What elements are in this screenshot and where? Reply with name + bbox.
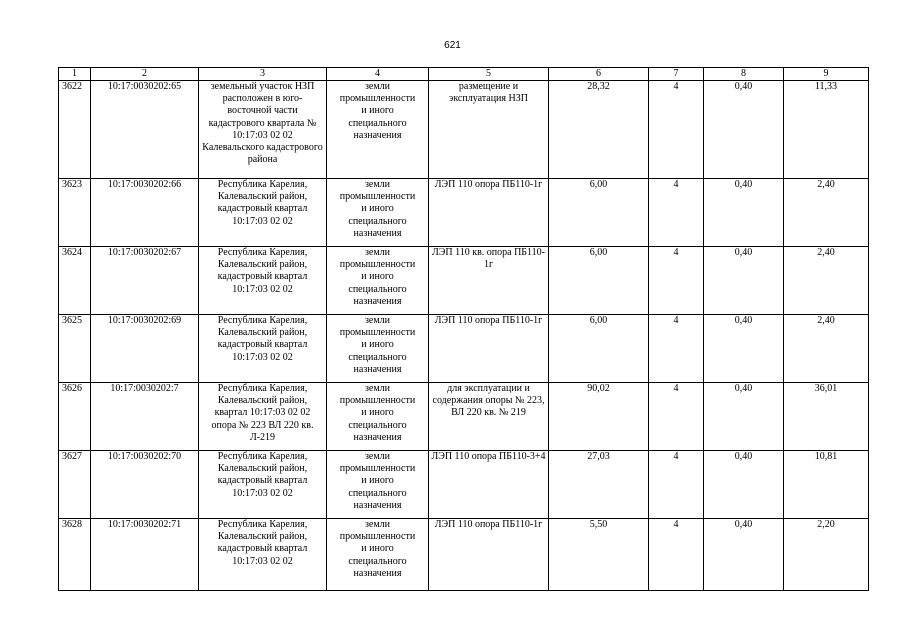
col7-value: 4 xyxy=(649,81,704,179)
location: земельный участок НЗП расположен в юго-восточной части кадастрового квартала № 10:17:03 02 02 Калевальского кадастрового района xyxy=(199,81,327,179)
permitted-use: для эксплуатации и содержания опоры № 223, ВЛ 220 кв. № 219 xyxy=(429,383,549,451)
col9-value: 2,40 xyxy=(784,247,869,315)
cadastral-number: 10:17:0030202:67 xyxy=(91,247,199,315)
col8-value: 0,40 xyxy=(704,247,784,315)
permitted-use: ЛЭП 110 опора ПБ110-3+4 xyxy=(429,451,549,519)
header-row xyxy=(59,68,869,81)
area: 90,02 xyxy=(549,383,649,451)
permitted-use: ЛЭП 110 опора ПБ110-1г xyxy=(429,179,549,247)
area: 6,00 xyxy=(549,247,649,315)
col9-value: 2,40 xyxy=(784,179,869,247)
col8-value: 0,40 xyxy=(704,179,784,247)
col8-value: 0,40 xyxy=(704,451,784,519)
table-row xyxy=(59,451,869,519)
permitted-use: ЛЭП 110 опора ПБ110-1г xyxy=(429,519,549,591)
col7-value: 4 xyxy=(649,451,704,519)
area: 5,50 xyxy=(549,519,649,591)
row-number: 3624 xyxy=(59,247,91,315)
area: 28,32 xyxy=(549,81,649,179)
table-row xyxy=(59,519,869,591)
cadastral-number: 10:17:0030202:69 xyxy=(91,315,199,383)
row-number: 3628 xyxy=(59,519,91,591)
location: Республика Карелия, Калевальский район, кадастровый квартал 10:17:03 02 02 xyxy=(199,451,327,519)
header-cell: 8 xyxy=(704,68,784,81)
area: 27,03 xyxy=(549,451,649,519)
area: 6,00 xyxy=(549,179,649,247)
header-cell: 3 xyxy=(199,68,327,81)
land-category: земли промышленности и иного специального назначения xyxy=(327,451,429,519)
land-plots-table xyxy=(58,67,869,591)
col9-value: 36,01 xyxy=(784,383,869,451)
permitted-use: ЛЭП 110 кв. опора ПБ110-1г xyxy=(429,247,549,315)
location: Республика Карелия, Калевальский район, кадастровый квартал 10:17:03 02 02 xyxy=(199,519,327,591)
col7-value: 4 xyxy=(649,179,704,247)
land-category: земли промышленности и иного специального назначения xyxy=(327,247,429,315)
area: 6,00 xyxy=(549,315,649,383)
cadastral-number: 10:17:0030202:7 xyxy=(91,383,199,451)
col9-value: 2,40 xyxy=(784,315,869,383)
location: Республика Карелия, Калевальский район, квартал 10:17:03 02 02 опора № 223 ВЛ 220 кв. Л-219 xyxy=(199,383,327,451)
header-cell: 4 xyxy=(327,68,429,81)
row-number: 3625 xyxy=(59,315,91,383)
col8-value: 0,40 xyxy=(704,519,784,591)
header-cell: 2 xyxy=(91,68,199,81)
location: Республика Карелия, Калевальский район, кадастровый квартал 10:17:03 02 02 xyxy=(199,315,327,383)
cadastral-number: 10:17:0030202:71 xyxy=(91,519,199,591)
cadastral-number: 10:17:0030202:70 xyxy=(91,451,199,519)
permitted-use: ЛЭП 110 опора ПБ110-1г xyxy=(429,315,549,383)
location: Республика Карелия, Калевальский район, кадастровый квартал 10:17:03 02 02 xyxy=(199,179,327,247)
cadastral-number: 10:17:0030202:66 xyxy=(91,179,199,247)
table-row xyxy=(59,179,869,247)
header-cell: 6 xyxy=(549,68,649,81)
row-number: 3626 xyxy=(59,383,91,451)
table-row xyxy=(59,247,869,315)
col7-value: 4 xyxy=(649,315,704,383)
col8-value: 0,40 xyxy=(704,81,784,179)
table-row xyxy=(59,315,869,383)
col8-value: 0,40 xyxy=(704,383,784,451)
header-cell: 5 xyxy=(429,68,549,81)
cadastral-number: 10:17:0030202:65 xyxy=(91,81,199,179)
col7-value: 4 xyxy=(649,247,704,315)
row-number: 3623 xyxy=(59,179,91,247)
row-number: 3622 xyxy=(59,81,91,179)
col7-value: 4 xyxy=(649,519,704,591)
land-category: земли промышленности и иного специального назначения xyxy=(327,519,429,591)
land-category: земли промышленности и иного специального назначения xyxy=(327,81,429,179)
permitted-use: размещение и эксплуатация НЗП xyxy=(429,81,549,179)
col7-value: 4 xyxy=(649,383,704,451)
table-row xyxy=(59,81,869,179)
header-cell: 1 xyxy=(59,68,91,81)
col9-value: 11,33 xyxy=(784,81,869,179)
location: Республика Карелия, Калевальский район, кадастровый квартал 10:17:03 02 02 xyxy=(199,247,327,315)
land-category: земли промышленности и иного специального назначения xyxy=(327,315,429,383)
col8-value: 0,40 xyxy=(704,315,784,383)
col9-value: 2,20 xyxy=(784,519,869,591)
land-category: земли промышленности и иного специального назначения xyxy=(327,179,429,247)
page-number: 621 xyxy=(444,40,461,51)
header-cell: 7 xyxy=(649,68,704,81)
land-category: земли промышленности и иного специального назначения xyxy=(327,383,429,451)
row-number: 3627 xyxy=(59,451,91,519)
table-row xyxy=(59,383,869,451)
col9-value: 10,81 xyxy=(784,451,869,519)
header-cell: 9 xyxy=(784,68,869,81)
